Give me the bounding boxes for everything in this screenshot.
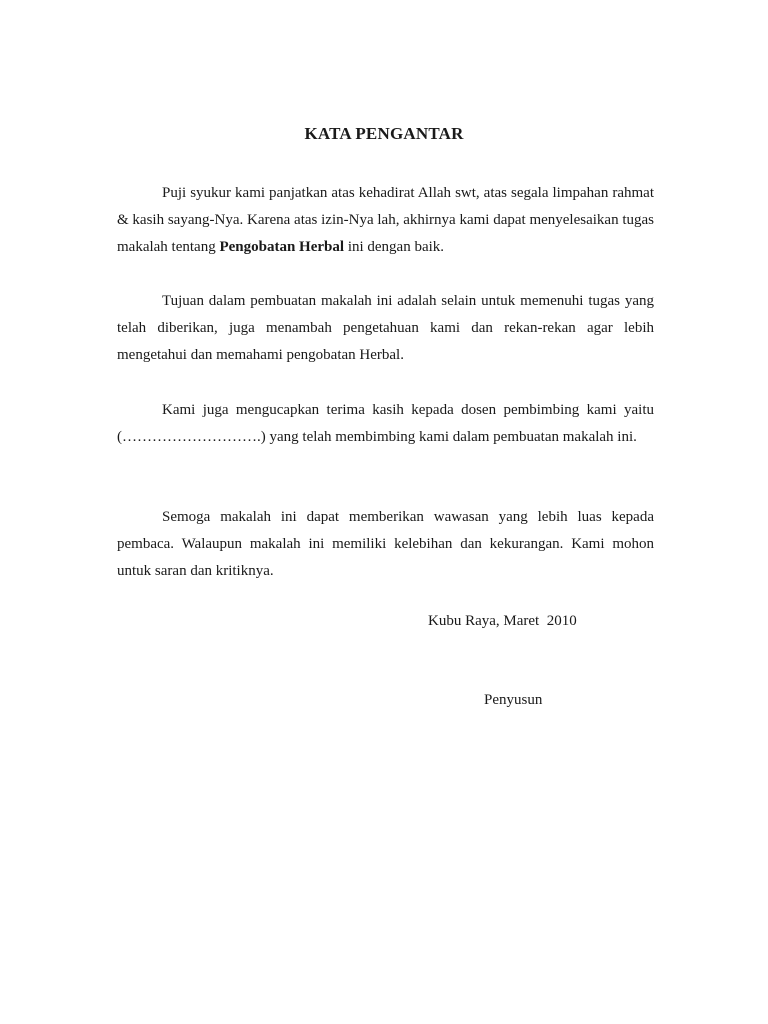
paragraph-gratitude [117, 180, 654, 261]
paragraph-thanks [117, 397, 654, 451]
paragraph-text-end: ini dengan baik. [344, 239, 445, 255]
paragraph-text: Kami juga mengucapkan terima kasih kepada dosen pembimbing kami yaitu (……………………….) yang telah membimbing kami dalam pembuatan makalah ini. [117, 402, 654, 445]
topic-bold-text: Pengobatan Herbal [219, 239, 345, 255]
document-title: KATA PENGANTAR [304, 124, 464, 143]
paragraph-text: Puji syukur kami panjatkan atas kehadirat Allah swt, atas segala limpahan rahmat & kasih sayang-Nya. Karena atas izin-Nya lah, akhirnya kami dapat menyelesaikan tugas makalah tentang [117, 185, 654, 255]
place-date: Kubu Raya, Maret 2010 [428, 613, 577, 629]
paragraph-hope [117, 504, 654, 585]
paragraph-purpose [117, 288, 654, 369]
author-signature-label: Penyusun [484, 692, 543, 708]
paragraph-text: Tujuan dalam pembuatan makalah ini adalah selain untuk memenuhi tugas yang telah diberikan, juga menambah pengetahuan kami dan rekan-rekan agar lebih mengetahui dan memahami pengobatan Herbal. [117, 293, 654, 363]
paragraph-text: Semoga makalah ini dapat memberikan wawasan yang lebih luas kepada pembaca. Walaupun makalah ini memiliki kelebihan dan kekurangan. Kami mohon untuk saran dan kritiknya. [117, 509, 654, 579]
